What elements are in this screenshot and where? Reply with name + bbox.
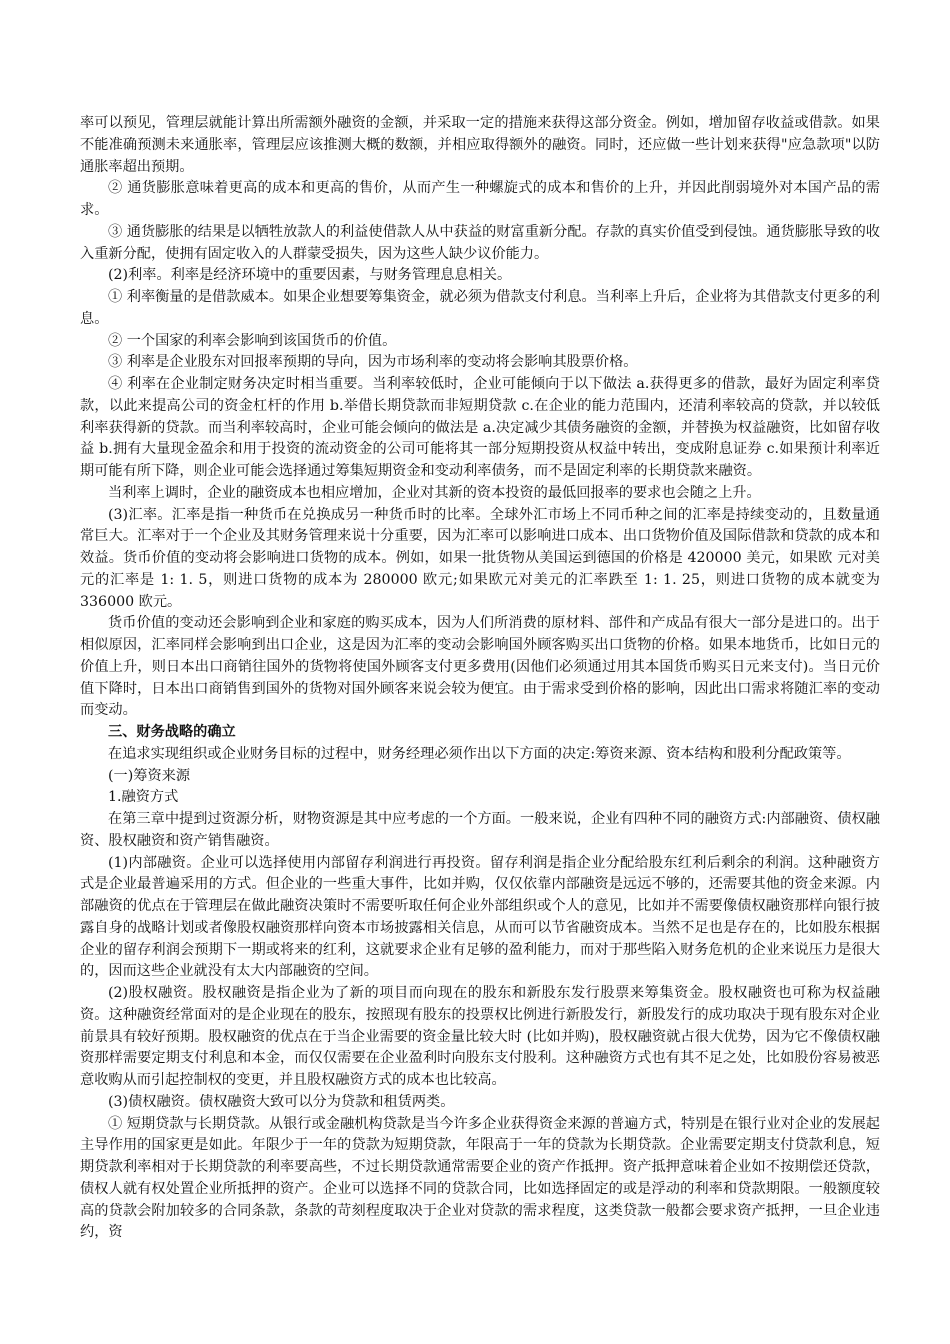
subheading-funding-sources: (一)筹资来源 [108, 767, 191, 784]
paragraph-currency-value: 货币价值的变动还会影响到企业和家庭的购买成本，因为人们所消费的原材料、部件和产成品有很大一部分是进口的。出于相似原因，汇率同样会影响到出口企业，这是因为汇率的变动会影响国外顾客购买出口货物的价格。如果本地货币，比如日元的价值上升，则日本出口商销往国外的货物将使国外顾客支付更多费用(因他们必须通过用其本国货币购买日元来支付)。当日元价值下降时，日本出口商销售到国外的货物对国外顾客来说会较为便宜。由于需求受到价格的影响，因此出口需求将随汇率的变动而变动。 [80, 615, 880, 719]
paragraph-financial-goals: 在追求实现组织或企业财务目标的过程中，财务经理必须作出以下方面的决定:筹资来源、资本结构和股利分配政策等。 [108, 745, 851, 762]
paragraph-inflation-3: ③ 通货膨胀的结果是以牺牲放款人的利益使借款人从中获益的财富重新分配。存款的真实价值受到侵蚀。通货膨胀导致的收入重新分配，使拥有固定收入的人群蒙受损失，因为这些人缺少议价能力。 [80, 223, 880, 262]
paragraph-internal-financing: (1)内部融资。企业可以选择使用内部留存利润进行再投资。留存利润是指企业分配给股东红利后剩余的利润。这种融资方式是企业最普遍采用的方式。但企业的一些重大事件，比如并购，仅仅依靠内部融资是远远不够的，还需要其他的资金来源。内部融资的优点在于管理层在做此融资决策时不需要听取任何企业外部组织或个人的意见，比如并不需要像债权融资那样向银行披露自身的战略计划或者像股权融资那样向资本市场披露相关信息，从而可以节省融资成本。当然不足也是存在的，比如股东根据企业的留存利润会预期下一期或将来的红利，这就要求企业有足够的盈利能力，而对于那些陷入财务危机的企业来说压力是很大的，因而这些企业就没有太大内部融资的空间。 [80, 854, 880, 980]
paragraph-interest-1: ① 利率衡量的是借款威本。如果企业想要筹集资金，就必须为借款支付利息。当利率上升后，企业将为其借款支付更多的利息。 [80, 289, 880, 327]
paragraph-four-methods: 在第三章中提到过资源分析，财物资源是其中应考虑的一个方面。一般来说，企业有四种不同的融资方式:内部融资、债权融资、股权融资和资产销售融资。 [80, 811, 880, 849]
paragraph-inflation-forecast: 率可以预见，管理层就能计算出所需额外融资的金额，并采取一定的措施来获得这部分资金。例如，增加留存收益或借款。如果不能准确预测未来通胀率，管理层应该推测大概的数额，并相应取得额外的融资。同时，还应做一些计划来获得"应急款项"以防通胀率超出预期。 [80, 115, 880, 175]
paragraph-loans: ① 短期贷款与长期贷款。从银行或金融机构贷款是当今许多企业获得资金来源的普遍方式，特别是在银行业对企业的发展起主导作用的国家更是如此。年限少于一年的贷款为短期贷款，年限高于一年的贷款为长期贷款。企业需要定期支付贷款利息，短期贷款利率相对于长期贷款的利率要高些，不过长期贷款通常需要企业的资产作抵押。资产抵押意味着企业如不按期偿还贷款，债权人就有权处置企业所抵押的资产。企业可以选择不同的贷款合同，比如选择固定的或是浮动的利率和贷款期限。一般额度较高的贷款会附加较多的合同条款，条款的苛刻程度取决于企业对贷款的需求程度，这类贷款一般都会要求资产抵押，一旦企业违约，资 [80, 1115, 880, 1241]
paragraph-exchange-rate: (3)汇率。汇率是指一种货币在兑换成另一种货币时的比率。全球外汇市场上不同币种之间的汇率是持续变动的，且数量通常巨大。汇率对于一个企业及其财务管理来说十分重要，因为汇率可以影响进口成本、出口货物价值及国际借款和贷款的成本和效益。货币价值的变动将会影响进口货物的成本。例如，如果一批货物从美国运到德国的价格是 420000 美元，如果欧 元对美元的汇率是 1: 1. 5，则进口货物的成本为 280000 欧元;如果欧元对美元的汇率跌至 1: 1. 25，则进口货物的成本就变为 336000 欧元。 [80, 506, 880, 610]
paragraph-interest-3: ③ 利率是企业股东对回报率预期的导向，因为市场利率的变动将会影响其股票价格。 [108, 354, 638, 371]
section-heading-financial-strategy: 三、财务战略的确立 [108, 724, 236, 740]
document-body [80, 113, 880, 1244]
paragraph-inflation-2: ② 通货膨胀意味着更高的成本和更高的售价，从而产生一种螺旋式的成本和售价的上升，并因此削弱境外对本国产品的需求。 [80, 180, 880, 218]
paragraph-debt-financing: (3)债权融资。债权融资大致可以分为贷款和租赁两类。 [108, 1093, 455, 1110]
paragraph-equity-financing: (2)股权融资。股权融资是指企业为了新的项目而向现在的股东和新股东发行股票来筹集资金。股权融资也可称为权益融资。这种融资经常面对的是企业现在的股东，按照现有股东的投票权比例进行新股发行，新股发行的成功取决于现有股东对企业前景具有较好预期。股权融资的优点在于当企业需要的资金量比较大时 (比如并购)，股权融资就占很大优势，因为它不像债权融资那样需要定期支付利息和本金，而仅仅需要在企业盈利时向股东支付股利。这种融资方式也有其不足之处，比如股份容易被恶意收购从而引起控制权的变更，并且股权融资方式的成本也比较高。 [80, 985, 880, 1088]
paragraph-interest-rise: 当利率上调时，企业的融资成本也相应增加，企业对其新的资本投资的最低回报率的要求也会随之上升。 [108, 484, 761, 501]
paragraph-interest-rate: (2)利率。利率是经济环境中的重要因素，与财务管理息息相关。 [108, 267, 512, 284]
subheading-financing-methods: 1.融资方式 [108, 789, 179, 806]
paragraph-interest-2: ② 一个国家的利率会影响到该国货币的价值。 [108, 332, 397, 349]
paragraph-interest-4: ④ 利率在企业制定财务决定时相当重要。当利率较低时，企业可能倾向于以下做法 a.获得更多的借款，最好为固定利率贷款，以此来提高公司的资金杠杆的作用 b.举借长期贷款而非短期贷款 c.在企业的能力范围内，还清利率较高的贷款，并以较低利率获得新的贷款。而当利率较高时，企业可能会倾向的做法是 a.决定减少其债务融资的金额，并替换为权益融资，比如留存收益 b.拥有大量现金盈余和用于投资的流动资金的公司可能将其一部分短期投资从权益中转出，变成附息证券 c.如果预计利率近期可能有所下降，则企业可能会选择通过筹集短期资金和变动利率债务，而不是固定利率的长期贷款来融资。 [80, 376, 880, 479]
